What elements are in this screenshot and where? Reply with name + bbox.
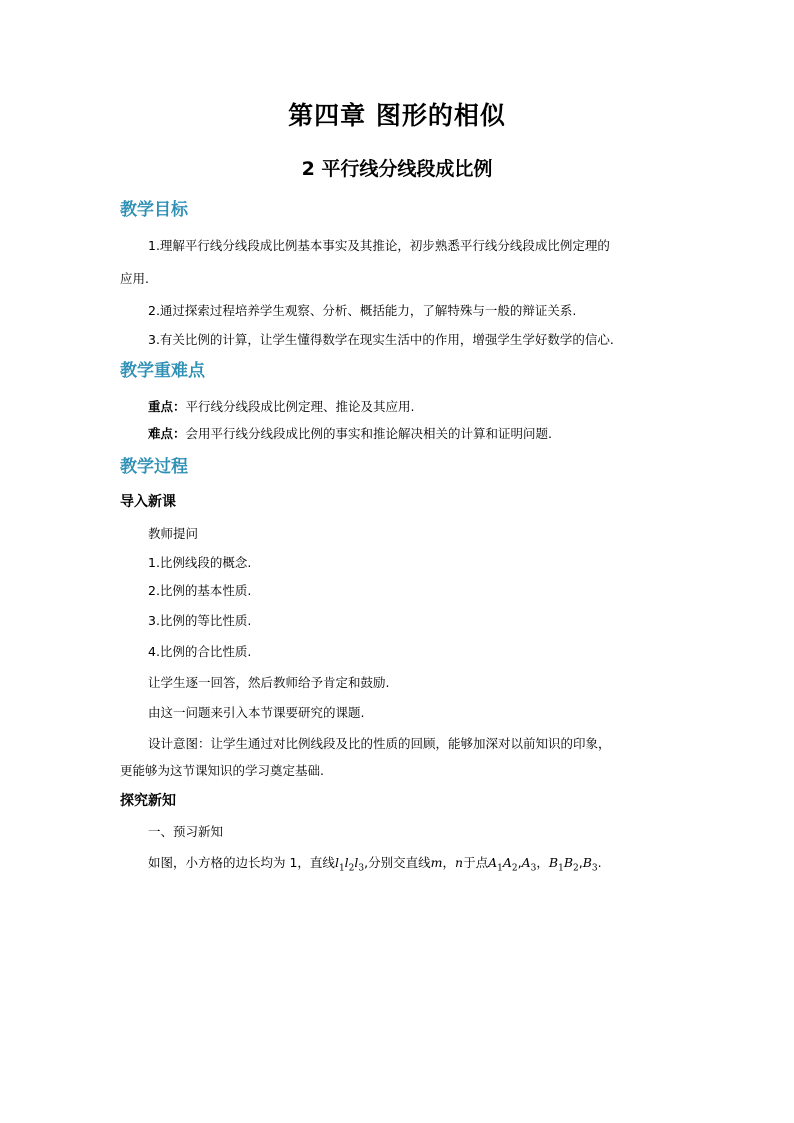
question-2: 2.比例的基本性质. bbox=[148, 583, 252, 598]
process-heading: 教学过程 bbox=[120, 457, 188, 477]
difficult-point-text: 会用平行线分线段成比例的事实和推论解决相关的计算和证明问题. bbox=[185, 426, 552, 441]
student-answer-note: 让学生逐一回答，然后教师给予肯定和鼓励. bbox=[148, 675, 390, 690]
preview-subheading: 一、预习新知 bbox=[148, 824, 224, 839]
preview-problem-text: 如图，小方格的边长均为 1，直线$l_1l_2l_3$,分别交直线m，n于点$A_1A_2,A_3$，$B_1B_2,B_3$. bbox=[148, 855, 602, 874]
objectives-heading: 教学目标 bbox=[120, 200, 188, 220]
objective-3: 3.有关比例的计算，让学生懂得数学在现实生活中的作用，增强学生学好数学的信心. bbox=[148, 332, 614, 347]
design-intent-line-1: 设计意图：让学生通过对比例线段及比的性质的回顾，能够加深对以前知识的印象， bbox=[148, 736, 611, 751]
question-3: 3.比例的等比性质. bbox=[148, 613, 252, 628]
key-point bbox=[148, 397, 415, 417]
objective-2: 2.通过探索过程培养学生观察、分析、概括能力，了解特殊与一般的辩证关系. bbox=[148, 303, 577, 318]
objective-1-line-1: 1.理解平行线分线段成比例基本事实及其推论，初步熟悉平行线分线段成比例定理的 bbox=[148, 238, 610, 253]
difficult-point bbox=[148, 424, 552, 444]
key-points-heading: 教学重难点 bbox=[120, 361, 205, 381]
question-4: 4.比例的合比性质. bbox=[148, 644, 252, 659]
question-1: 1.比例线段的概念. bbox=[148, 555, 252, 570]
key-point-text: 平行线分线段成比例定理、推论及其应用. bbox=[185, 399, 415, 414]
section-title: 2 平行线分线段成比例 bbox=[301, 158, 493, 180]
lead-in-note: 由这一问题来引入本节课要研究的课题. bbox=[148, 705, 365, 720]
chapter-title: 第四章 图形的相似 bbox=[288, 101, 506, 130]
key-point-label: 重点： bbox=[148, 399, 186, 414]
design-intent-line-2: 更能够为这节课知识的学习奠定基础. bbox=[120, 763, 324, 778]
explore-heading: 探究新知 bbox=[120, 793, 176, 809]
difficult-point-label: 难点： bbox=[148, 426, 186, 441]
intro-heading: 导入新课 bbox=[120, 494, 176, 510]
objective-1-line-2: 应用. bbox=[120, 271, 149, 286]
teacher-question: 教师提问 bbox=[148, 526, 199, 541]
